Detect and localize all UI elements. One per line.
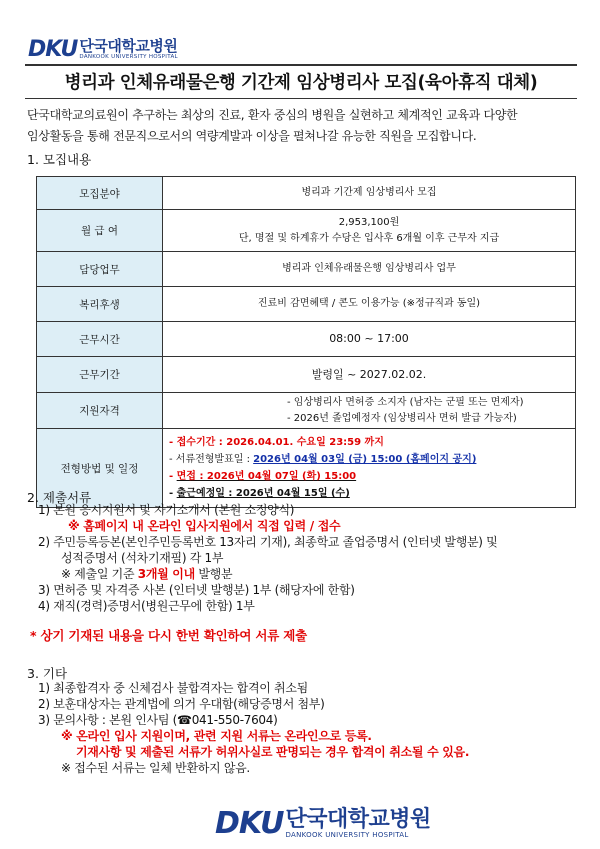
table-row — [37, 252, 576, 287]
title-bottom-rule — [25, 98, 577, 99]
etc-note-3: ※ 접수된 서류는 일체 반환하지 않음. — [61, 761, 250, 775]
period-value: 발령일 ~ 2027.02.02. — [163, 357, 576, 393]
dku-logo-mark: DKU — [28, 37, 78, 62]
section-2-heading: 2. 제출서류 — [27, 490, 92, 505]
logo-name-en: DANKOOK UNIVERSITY HOSPITAL — [79, 54, 178, 60]
etc-note-2: 기재사항 및 제출된 서류가 허위사실로 판명되는 경우 합격이 취소될 수 있음. — [76, 745, 470, 759]
salary-note: 단, 명절 및 하계휴가 수당은 입사후 6개월 이후 근무자 지급 — [238, 232, 500, 244]
table-row — [37, 287, 576, 322]
recruitment-table — [36, 176, 576, 508]
welfare-label: 복리후생 — [37, 287, 163, 322]
qualification-line-2: - 2026년 졸업예정자 (임상병리사 면허 발급 가능자) — [287, 412, 517, 424]
table-row — [37, 322, 576, 357]
schedule-result-date: 2026년 04월 03일 (금) 15:00 (홈페이지 공지) — [253, 454, 477, 465]
salary-label: 월 급 여 — [37, 210, 163, 252]
dku-logo-mark-bottom: DKU — [215, 806, 284, 841]
docs-item-1: 1) 본원 응시지원서 및 자기소개서 (본원 소정양식) — [38, 503, 295, 517]
title-top-rule — [25, 64, 577, 66]
field-value: 병리과 기간제 임상병리사 모집 — [163, 177, 576, 210]
schedule-deadline: - 접수기간 : 2026.04.01. 수요일 23:59 까지 — [169, 437, 384, 448]
docs-item-2-note — [38, 566, 497, 582]
docs-item-4: 4) 재직(경력)증명서(병원근무에 한함) 1부 — [38, 599, 255, 613]
schedule-interview-prefix: - — [169, 471, 177, 482]
schedule-result-prefix: - 서류전형발표일 : — [169, 454, 254, 465]
table-row — [37, 393, 576, 429]
hours-label: 근무시간 — [37, 322, 163, 357]
schedule-start-text: 출근예정일 : 2026년 04월 15일 (수) — [176, 488, 350, 499]
docs-item-3: 3) 면허증 및 자격증 사본 (인터넷 발행분) 1부 (해당자에 한함) — [38, 583, 355, 597]
docs-item-2-note-prefix: ※ 제출일 기준 — [61, 567, 138, 581]
welfare-value: 진료비 감면혜택 / 콘도 이용가능 (※정규직과 동일) — [163, 287, 576, 322]
schedule-start — [169, 485, 569, 502]
schedule-interview — [169, 468, 569, 485]
docs-item-2-note-suffix: 발행분 — [194, 567, 233, 581]
period-label: 근무기간 — [37, 357, 163, 393]
section-1-heading: 1. 모집내용 — [27, 152, 92, 167]
recheck-notice: * 상기 기재된 내용을 다시 한번 확인하여 서류 제출 — [30, 628, 308, 643]
logo-name-ko: 단국대학교병원 — [79, 37, 178, 55]
intro-line-2: 임상활동을 통해 전문직으로서의 역량계발과 이상을 펼쳐나갈 유능한 직원을 모집합니다. — [27, 129, 477, 143]
schedule-interview-text: 면접 : 2026년 04월 07일 (화) 15:00 — [176, 471, 357, 482]
schedule-start-prefix: - — [169, 488, 177, 499]
hours-value: 08:00 ~ 17:00 — [163, 322, 576, 357]
salary-value — [163, 210, 576, 252]
hospital-logo-top — [28, 37, 178, 62]
schedule-result — [169, 451, 569, 468]
table-row — [37, 177, 576, 210]
section-2-list — [38, 502, 497, 614]
qualification-value — [163, 393, 576, 429]
schedule-label: 전형방법 및 일정 — [37, 429, 163, 508]
table-row — [37, 429, 576, 508]
page-title: 병리과 인체유래물은행 기간제 임상병리사 모집(육아휴직 대체) — [64, 73, 538, 93]
etc-item-1: 1) 최종합격자 중 신체검사 불합격자는 합격이 취소됨 — [38, 681, 308, 695]
logo-name-ko-bottom: 단국대학교병원 — [285, 806, 431, 832]
schedule-value — [163, 429, 576, 508]
qualification-line-1: - 임상병리사 면허증 소지자 (남자는 군필 또는 면제자) — [287, 396, 524, 408]
hospital-logo-bottom — [215, 806, 431, 841]
intro-paragraph — [27, 105, 575, 147]
docs-item-2-line-1: 2) 주민등록등본(본인주민등록번호 13자리 기재), 최종학교 졸업증명서 (인터넷 발행분) 및 — [38, 535, 498, 549]
intro-line-1: 단국대학교의료원이 추구하는 최상의 진료, 환자 중심의 병원을 실현하고 체계적인 교육과 다양한 — [27, 108, 518, 122]
docs-item-1-note: ※ 홈페이지 내 온라인 입사지원에서 직접 입력 / 접수 — [68, 519, 341, 533]
section-3-heading: 3. 기타 — [27, 666, 68, 681]
docs-item-2-note-red: 3개월 이내 — [137, 567, 195, 581]
logo-name-en-bottom: DANKOOK UNIVERSITY HOSPITAL — [285, 830, 409, 839]
docs-item-2-line-2: 성적증명서 (석차기재필) 각 1부 — [61, 551, 224, 565]
qualification-label: 지원자격 — [37, 393, 163, 429]
table-row — [37, 357, 576, 393]
table-row — [37, 210, 576, 252]
etc-item-2: 2) 보훈대상자는 관계법에 의거 우대함(해당증명서 첨부) — [38, 697, 325, 711]
salary-amount: 2,953,100원 — [338, 216, 400, 228]
duty-value: 병리과 인체유래물은행 임상병리사 업무 — [163, 252, 576, 287]
etc-item-3: 3) 문의사항 : 본원 인사팀 (☎041-550-7604) — [38, 713, 278, 727]
etc-note-1: ※ 온라인 입사 지원이며, 관련 지원 서류는 온라인으로 등록. — [61, 729, 372, 743]
section-3-list — [38, 680, 469, 776]
field-label: 모집분야 — [37, 177, 163, 210]
duty-label: 담당업무 — [37, 252, 163, 287]
